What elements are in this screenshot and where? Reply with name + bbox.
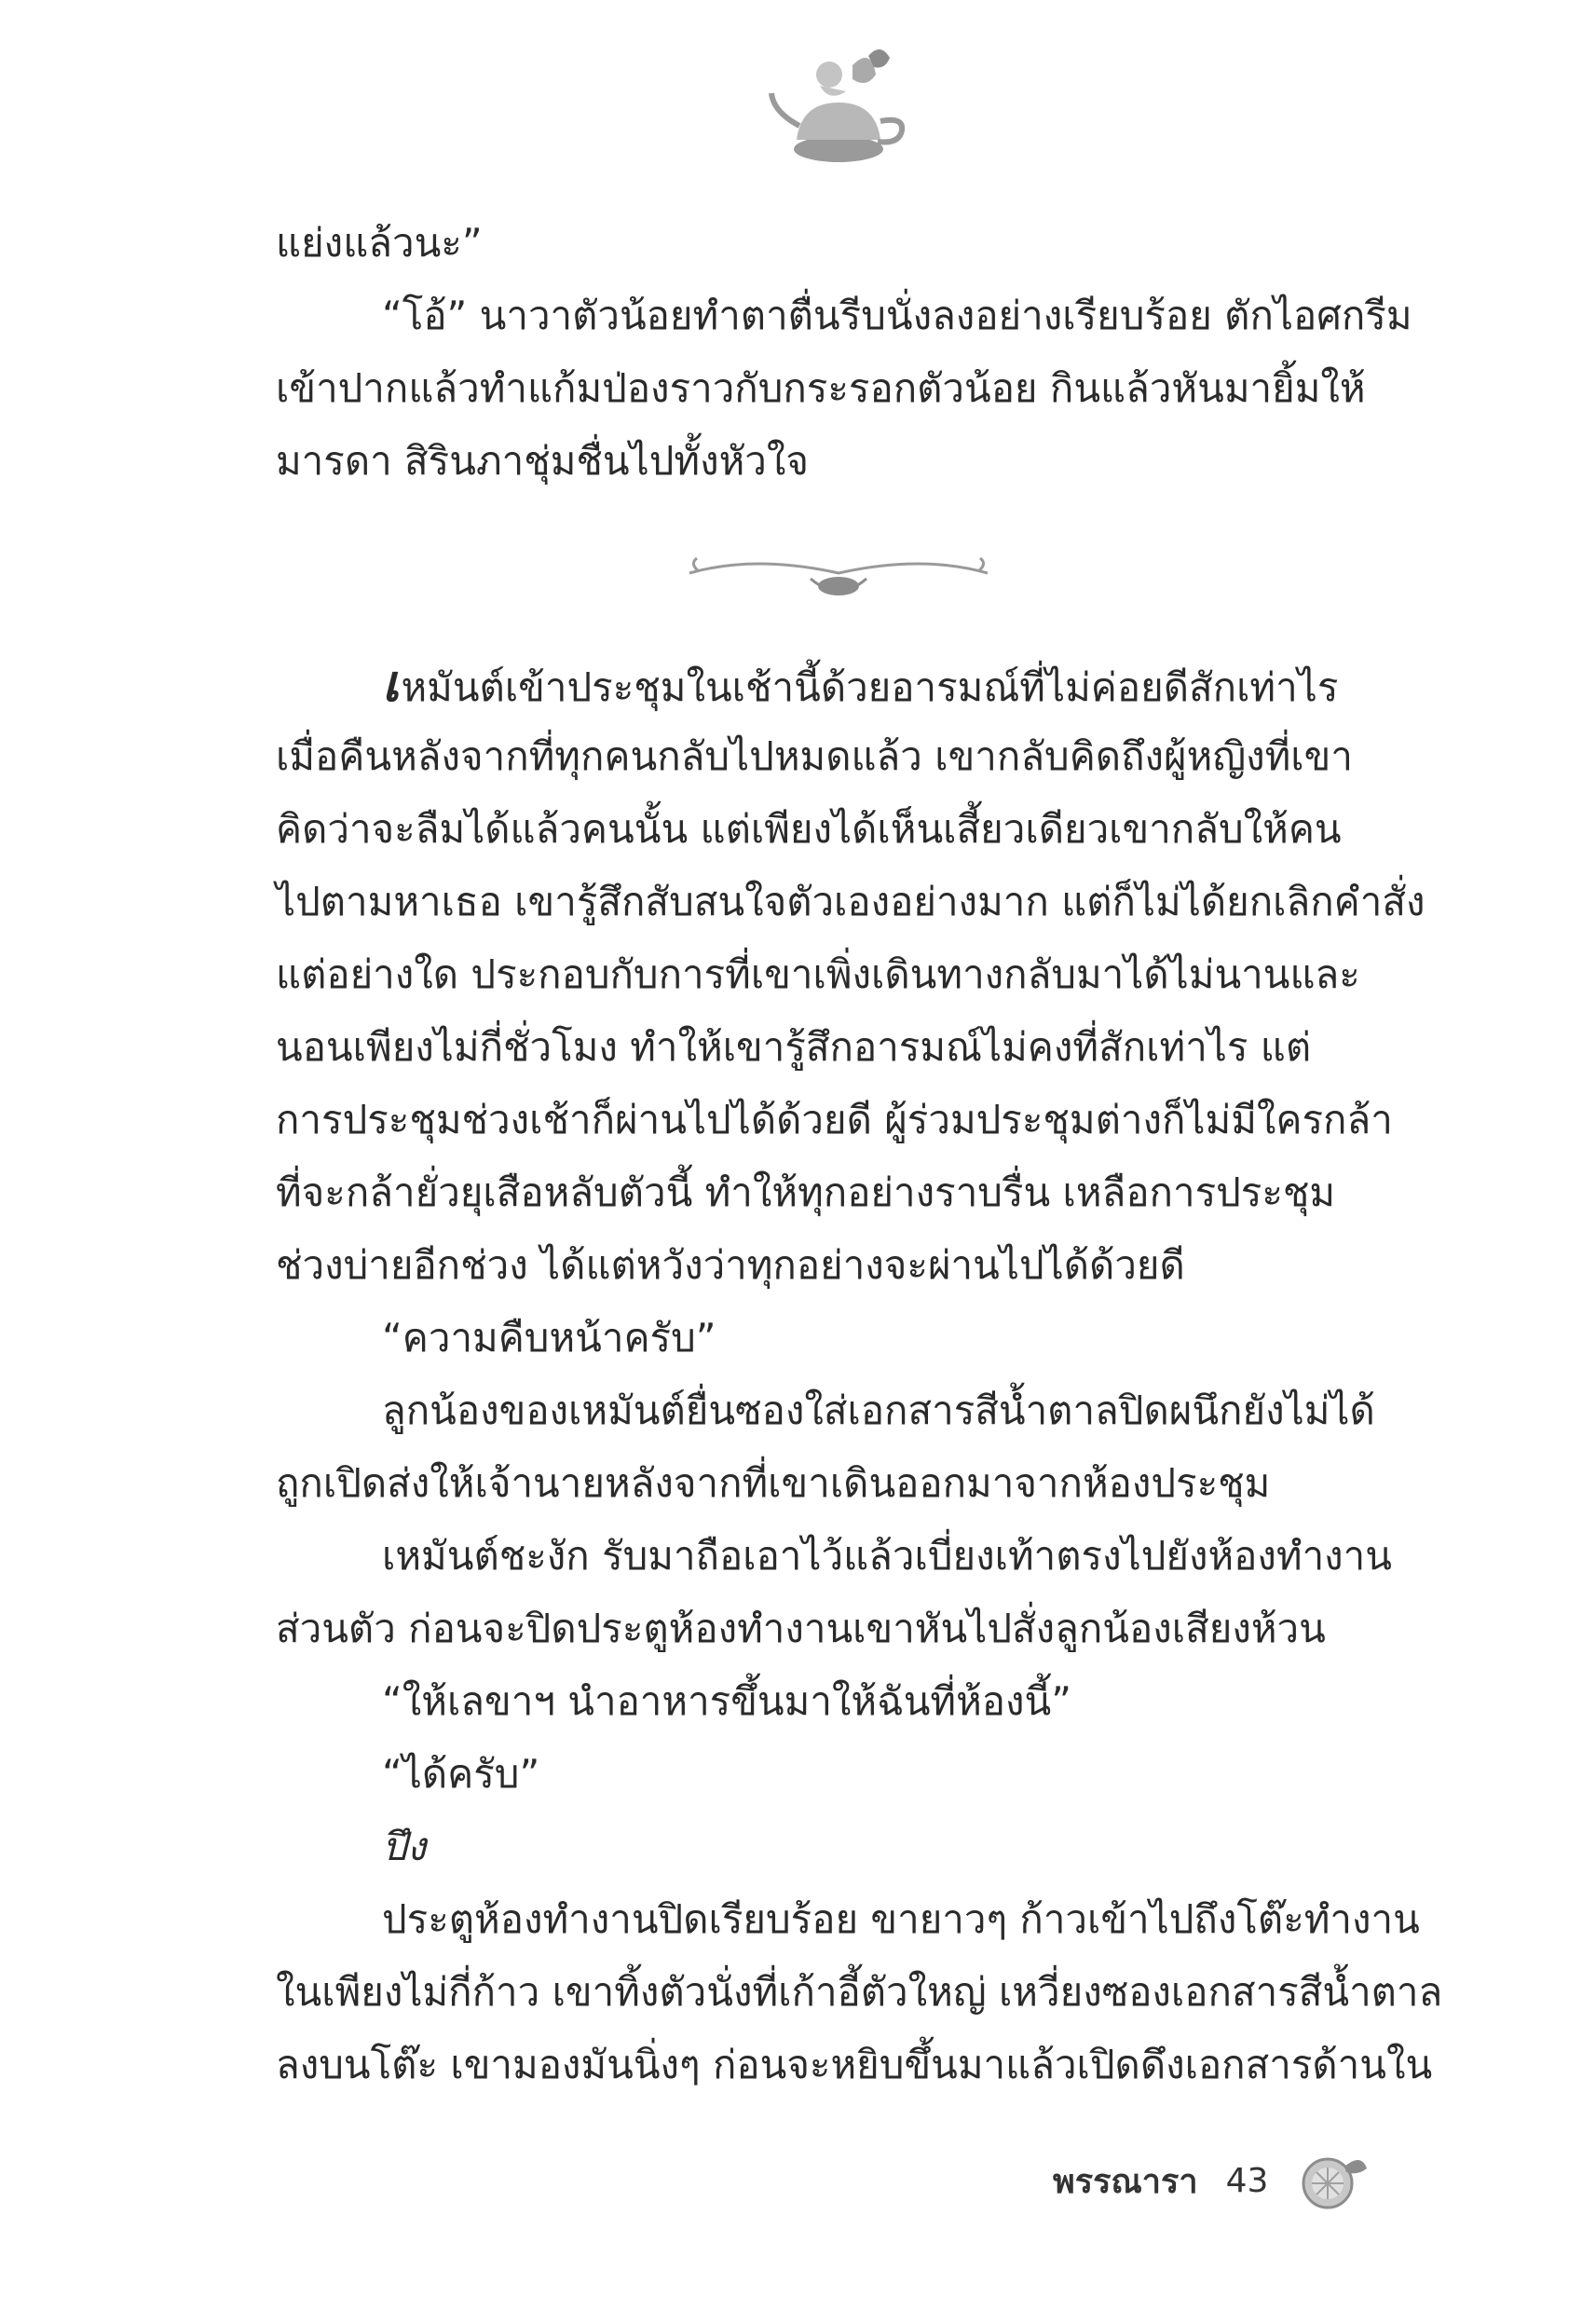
text-line bbox=[382, 654, 1339, 715]
text-line: ถูกเปิดส่งให้เจ้านายหลังจากที่เขาเดินออกมาจากห้องประชุม bbox=[276, 1460, 1271, 1506]
text-line: การประชุมช่วงเช้าก็ผ่านไปได้ด้วยดี ผู้ร่วมประชุมต่างก็ไม่มีใครกล้า bbox=[276, 1097, 1393, 1142]
text-line: เข้าปากแล้วทำแก้มป่องราวกับกระรอกตัวน้อย กินแล้วหันมายิ้มให้ bbox=[276, 365, 1366, 411]
text-line: “โอ้” นาวาตัวน้อยทำตาตื่นรีบนั่งลงอย่างเรียบร้อย ตักไอศกรีม bbox=[382, 293, 1412, 338]
text-line: “ได้ครับ” bbox=[382, 1751, 540, 1797]
text-line-content: หมันต์เข้าประชุมในเช้านี้ด้วยอารมณ์ที่ไม่ค่อยดีสักเท่าไร bbox=[401, 664, 1339, 710]
page-footer bbox=[1053, 2153, 1371, 2208]
text-line: แต่อย่างใด ประกอบกับการที่เขาเพิ่งเดินทางกลับมาได้ไม่นานและ bbox=[276, 951, 1360, 997]
vine-divider-icon bbox=[680, 545, 997, 610]
text-line: เมื่อคืนหลังจากที่ทุกคนกลับไปหมดแล้ว เขากลับคิดถึงผู้หญิงที่เขา bbox=[276, 733, 1353, 779]
text-line: มารดา สิรินภาชุ่มชื่นไปทั้งหัวใจ bbox=[276, 438, 809, 484]
text-line: “ความคืบหน้าครับ” bbox=[382, 1315, 716, 1361]
text-line: ในเพียงไม่กี่ก้าว เขาทิ้งตัวนั่งที่เก้าอี้ตัวใหญ่ เหวี่ยงซองเอกสารสีน้ำตาล bbox=[276, 1969, 1443, 2015]
text-line: ที่จะกล้ายั่วยุเสือหลับตัวนี้ ทำให้ทุกอย่างราบรื่น เหลือการประชุม bbox=[276, 1169, 1336, 1215]
text-line: คิดว่าจะลืมได้แล้วคนนั้น แต่เพียงได้เห็นเสี้ยวเดียวเขากลับให้คน bbox=[276, 806, 1342, 852]
text-line: ปึง bbox=[382, 1824, 427, 1869]
book-title: พรรณารา bbox=[1053, 2162, 1198, 2201]
text-line: นอนเพียงไม่กี่ชั่วโมง ทำให้เขารู้สึกอารมณ์ไม่คงที่สักเท่าไร แต่ bbox=[276, 1024, 1312, 1070]
text-line: แย่งแล้วนะ” bbox=[276, 220, 483, 266]
text-line: ประตูห้องทำงานปิดเรียบร้อย ขายาวๆ ก้าวเข้าไปถึงโต๊ะทำงาน bbox=[382, 1896, 1420, 1942]
orange-fruit-icon bbox=[1296, 2148, 1371, 2213]
text-line: ไปตามหาเธอ เขารู้สึกสับสนใจตัวเองอย่างมาก แต่ก็ไม่ได้ยกเลิกคำสั่ง bbox=[276, 879, 1425, 924]
text-line: ลงบนโต๊ะ เขามองมันนิ่งๆ ก่อนจะหยิบขึ้นมาแล้วเปิดดึงเอกสารด้านใน bbox=[276, 2042, 1433, 2087]
text-line: ส่วนตัว ก่อนจะปิดประตูห้องทำงานเขาหันไปสั่งลูกน้องเสียงห้วน bbox=[276, 1606, 1326, 1651]
text-line: ช่วงบ่ายอีกช่วง ได้แต่หวังว่าทุกอย่างจะผ่านไปได้ด้วยดี bbox=[276, 1242, 1185, 1288]
page-number: 43 bbox=[1225, 2161, 1269, 2200]
text-line: ลูกน้องของเหมันต์ยื่นซองใส่เอกสารสีน้ำตาลปิดผนึกยังไม่ได้ bbox=[382, 1388, 1375, 1433]
text-line: เหมันต์ชะงัก รับมาถือเอาไว้แล้วเบี่ยงเท้าตรงไปยังห้องทำงาน bbox=[382, 1533, 1392, 1579]
text-line: “ให้เลขาฯ นำอาหารขึ้นมาให้ฉันที่ห้องนี้” bbox=[382, 1678, 1071, 1724]
drop-cap: เ bbox=[382, 654, 400, 713]
